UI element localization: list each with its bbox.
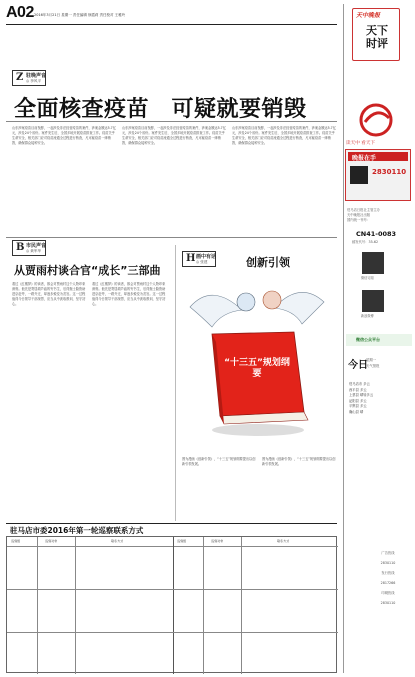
mail-code: 邮发代号：35-62	[352, 240, 379, 244]
article-body: 看过《红楼梦》的读者，都会对贾雨村这个人物印象深刻。他先是寄居葫芦庙的穷书生，后得甄士隐资助进京赶考，一路升迁，却逐步蜕变为贪官。这一过程值得今日领导干部深思，应当从中汲取教训，坚守初心。	[12, 282, 86, 306]
contact-value: 2830110	[380, 561, 396, 565]
column-title: 市民声音	[26, 243, 47, 249]
inspection-table	[6, 536, 337, 673]
publisher-line-2: 天中晚报社出版	[347, 213, 371, 217]
column-title: 画中有话	[196, 254, 217, 260]
header-rule	[6, 24, 337, 25]
qr-caption: 微信订阅	[361, 276, 374, 280]
publisher-line: 驻马店日报社主管主办	[347, 208, 380, 212]
weather-item: 确山县 晴	[349, 409, 364, 414]
weather-item: 泌阳县 多云	[349, 398, 367, 403]
weather-item: 西平县 多云	[349, 387, 367, 392]
article-body-2: 看过《红楼梦》的读者，都会对贾雨村这个人物印象深刻。他先是寄居葫芦庙的穷书生，后得甄士隐资助进京赶考，一路升迁，却逐步蜕变为贪官。这一过程值得今日领导干部深思，应当从中汲取教训，坚守初心。	[92, 282, 166, 306]
column-letter: Z	[16, 72, 24, 83]
headline-innovation: 创新引领	[246, 256, 290, 269]
weather-item: 驻马店市 多云	[349, 382, 370, 386]
slogan: 读天中 看天下	[346, 141, 376, 146]
contact-label: 印刷热线	[381, 591, 395, 595]
qr-code-icon	[362, 290, 384, 312]
ad-phone: 2830110	[372, 168, 407, 176]
table-header: 巡察对象	[45, 539, 58, 543]
column-author: ◎ 张建	[196, 260, 208, 264]
table-header: 联系方式	[111, 539, 124, 543]
column-author: ◎ 李风平	[26, 79, 42, 83]
code-label: 国内统一刊号：	[347, 218, 371, 222]
page-meta: 2016年3月21日 星期一 责任编辑 徐霞莉 责任校对 王雅玲	[34, 13, 126, 17]
table-title: 驻马店市委2016年第一轮巡察联系方式	[10, 526, 144, 535]
section-title	[363, 24, 391, 50]
table-header: 巡察对象	[211, 539, 224, 543]
cartoon-caption-2: 图为漫画《创新引领》，“十三五”规划纲要提出以创新引领发展。	[262, 457, 336, 466]
brand-logo: 天中晚报	[356, 12, 381, 19]
issue-code: CN41-0083	[356, 230, 397, 238]
table-header: 巡察组	[11, 539, 21, 543]
today-weekday: 星期一	[366, 358, 377, 362]
logo-icon	[357, 100, 395, 140]
column-title: 驻晚声音	[26, 73, 47, 79]
weibo-text: 微信公众平台	[356, 337, 380, 342]
headline-jiayucun: 从贾雨村谈合官“成长”三部曲	[14, 264, 161, 277]
qr-code-icon	[350, 166, 368, 184]
page-header	[6, 4, 336, 22]
contact-list	[368, 548, 408, 608]
weather-item: 上蔡县 晴转多云	[349, 393, 374, 397]
article-body-2: 山东涉案疫苗目前发酵，一起涉及非法经营疫苗的案件，涉案金额达5.7亿元，涉及24个省份。案件发生后，全国多地开展疫苗排查工作。疫苗关乎生命安全，相关部门应对疫苗流通全过程进行核查，凡可疑疫苗一律销毁，确保群众接种安全。	[122, 126, 226, 145]
page-number: A02	[6, 4, 34, 21]
column-letter: B	[16, 242, 25, 253]
weather-list	[349, 382, 411, 415]
article-body: 山东涉案疫苗目前发酵，一起涉及非法经营疫苗的案件，涉案金额达5.7亿元，涉及24个省份。案件发生后，全国多地开展疫苗排查工作。疫苗关乎生命安全，相关部门应对疫苗流通全过程进行核查，凡可疑疫苗一律销毁，确保群众接种安全。	[12, 126, 116, 145]
qr-caption: 新浪微博	[361, 314, 374, 318]
column-letter: H	[186, 253, 196, 264]
headline-vaccine: 全面核查疫苗 可疑就要销毁	[14, 96, 307, 122]
section-title-line1: 天下	[366, 24, 388, 37]
cartoon-caption: 图为漫画《创新引领》，“十三五”规划纲要提出以创新引领发展。	[182, 457, 256, 466]
section-title-line2: 时评	[366, 37, 388, 50]
weather-item: 平舆县 多云	[349, 404, 367, 408]
ad-title: 晚报在手	[352, 155, 377, 162]
contact-value: 2817266	[380, 581, 396, 585]
article-body-3: 山东涉案疫苗目前发酵，一起涉及非法经营疫苗的案件，涉案金额达5.7亿元，涉及24个省份。案件发生后，全国多地开展疫苗排查工作。疫苗关乎生命安全，相关部门应对疫苗流通全过程进行核查，凡可疑疫苗一律销毁，确保群众接种安全。	[232, 126, 336, 145]
column-author: ◎ 黄军华	[26, 249, 42, 253]
qr-code-icon	[362, 252, 384, 274]
contact-label: 广告热线	[381, 551, 395, 555]
contact-value: 2830110	[380, 601, 396, 605]
table-header: 联系方式	[277, 539, 290, 543]
today-label: 今日	[348, 360, 368, 371]
contact-label: 发行热线	[381, 571, 395, 575]
publisher-info	[347, 208, 411, 223]
cartoon-book-title: “十三五”规划纲要	[224, 358, 290, 379]
table-header: 巡察组	[177, 539, 187, 543]
weather-title: 天气预报	[366, 364, 380, 368]
